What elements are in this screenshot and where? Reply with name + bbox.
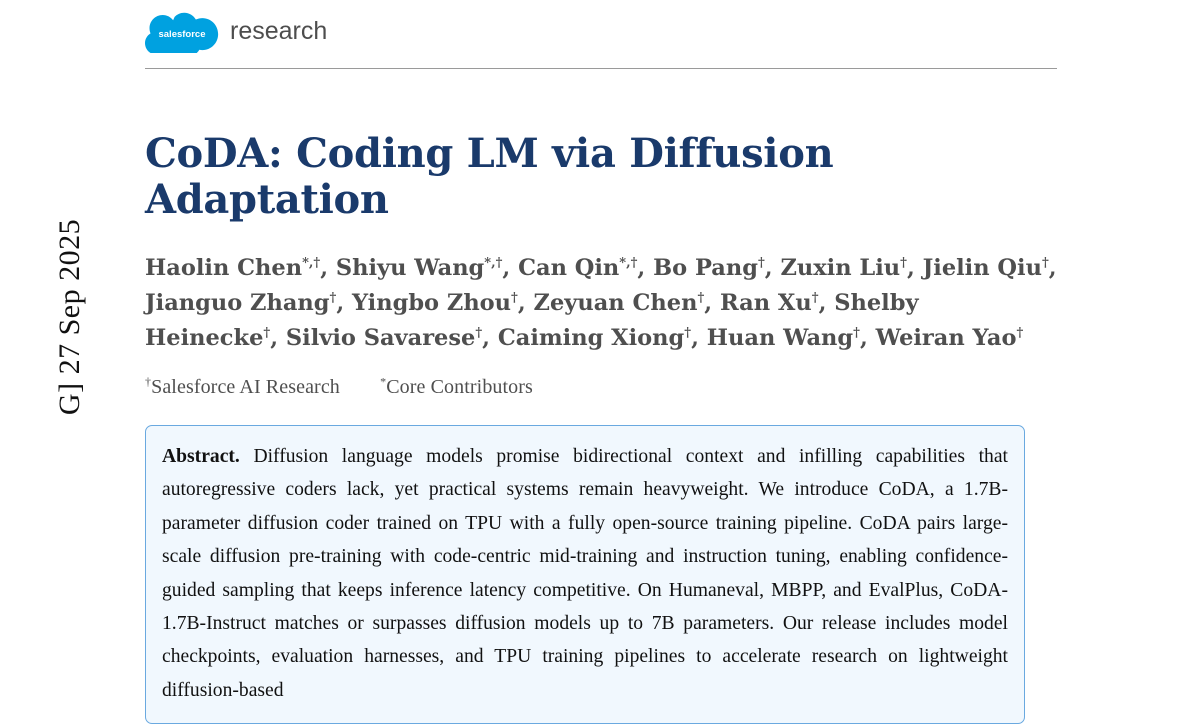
logo-word-research: research	[230, 16, 328, 45]
author-item: Yingbo Zhou†,	[352, 290, 526, 316]
author-item: Haolin Chen*,†,	[145, 255, 329, 281]
author-mark: †	[757, 255, 765, 271]
publisher-header	[145, 0, 1057, 69]
author-name: Zuxin Liu	[780, 255, 901, 281]
page-title: CoDA: Coding LM via Diffusion Adaptation	[145, 130, 834, 223]
author-mark: *,†	[484, 255, 503, 271]
arxiv-side-stamp	[0, 0, 145, 648]
author-mark: *,†	[619, 255, 638, 271]
affiliation-text: Salesforce AI Research	[151, 376, 340, 398]
author-name: Jielin Qiu	[922, 255, 1042, 281]
author-mark: †	[511, 290, 518, 306]
author-name: Bo Pang	[653, 255, 758, 281]
author-mark: *,†	[302, 255, 321, 271]
author-name: Shelby Heinecke	[145, 290, 919, 351]
affiliation-text: Core Contributors	[386, 376, 533, 398]
arxiv-stamp-text: G] 27 Sep 2025	[53, 218, 86, 416]
author-mark: †	[684, 325, 692, 341]
author-mark: †	[811, 290, 819, 306]
author-item: Silvio Savarese†,	[285, 325, 490, 351]
author-item: Zeyuan Chen†,	[533, 290, 713, 316]
svg-text:salesforce: salesforce	[158, 29, 206, 40]
abstract-paragraph	[162, 440, 1008, 707]
author-name: Huan Wang	[706, 325, 854, 351]
affiliation-mark: †	[145, 374, 152, 389]
abstract-label: Abstract.	[162, 446, 240, 467]
author-mark: †	[900, 255, 907, 271]
author-item: Jianguo Zhang†,	[145, 290, 345, 316]
salesforce-cloud-icon	[145, 11, 221, 53]
author-item: Bo Pang†,	[653, 255, 773, 281]
author-mark: †	[475, 325, 483, 341]
author-name: Jianguo Zhang	[145, 290, 330, 316]
author-name: Shiyu Wang	[335, 255, 485, 281]
affiliation-item	[145, 376, 340, 398]
author-mark: †	[697, 290, 705, 306]
author-item	[876, 325, 1024, 351]
author-item: Zuxin Liu†,	[780, 255, 915, 281]
author-item: Shiyu Wang*,†,	[335, 255, 511, 281]
author-name: Caiming Xiong	[497, 325, 685, 351]
paper-page	[145, 0, 1060, 724]
author-name: Haolin Chen	[145, 255, 303, 281]
author-item: Ran Xu†,	[719, 290, 827, 316]
author-mark: †	[329, 290, 337, 306]
author-item: Jielin Qiu†,	[922, 255, 1057, 281]
affiliation-item	[380, 376, 533, 398]
author-name: Zeyuan Chen	[533, 290, 698, 316]
author-mark: †	[1041, 255, 1049, 271]
author-mark: †	[1016, 325, 1024, 341]
author-list	[145, 223, 1057, 356]
salesforce-research-logo	[145, 6, 1057, 58]
author-item: Huan Wang†,	[706, 325, 868, 351]
author-name: Ran Xu	[719, 290, 812, 316]
author-name: Yingbo Zhou	[352, 290, 512, 316]
affiliation-mark: *	[380, 374, 387, 389]
abstract-body: Diffusion language models promise bidirectional context and infilling capabilities that autoregressive coders lack, yet practical systems remain heavyweight. We introduce CoDA, a 1.7B-parameter diffusion coder trained on TPU with a fully open-source training pipeline. CoDA pairs large-scale diffusion pre-training with code-centric mid-training and instruction tuning, enabling confidence-guided sampling that keeps inference latency competitive. On Humaneval, MBPP, and EvalPlus, CoDA-1.7B-Instruct matches or surpasses diffusion models up to 7B parameters. Our release includes model checkpoints, evaluation harnesses, and TPU training pipelines to accelerate research on lightweight diffusion-based	[162, 446, 1008, 701]
author-item: Shelby Heinecke†,	[145, 290, 919, 351]
author-name: Can Qin	[518, 255, 620, 281]
author-name: Weiran Yao	[875, 325, 1017, 351]
author-item: Can Qin*,†,	[518, 255, 646, 281]
author-mark: †	[853, 325, 860, 341]
author-mark: †	[263, 325, 271, 341]
abstract-box	[145, 425, 1025, 724]
affiliation-line	[145, 356, 1060, 399]
author-name: Silvio Savarese	[285, 325, 476, 351]
author-item: Caiming Xiong†,	[497, 325, 699, 351]
